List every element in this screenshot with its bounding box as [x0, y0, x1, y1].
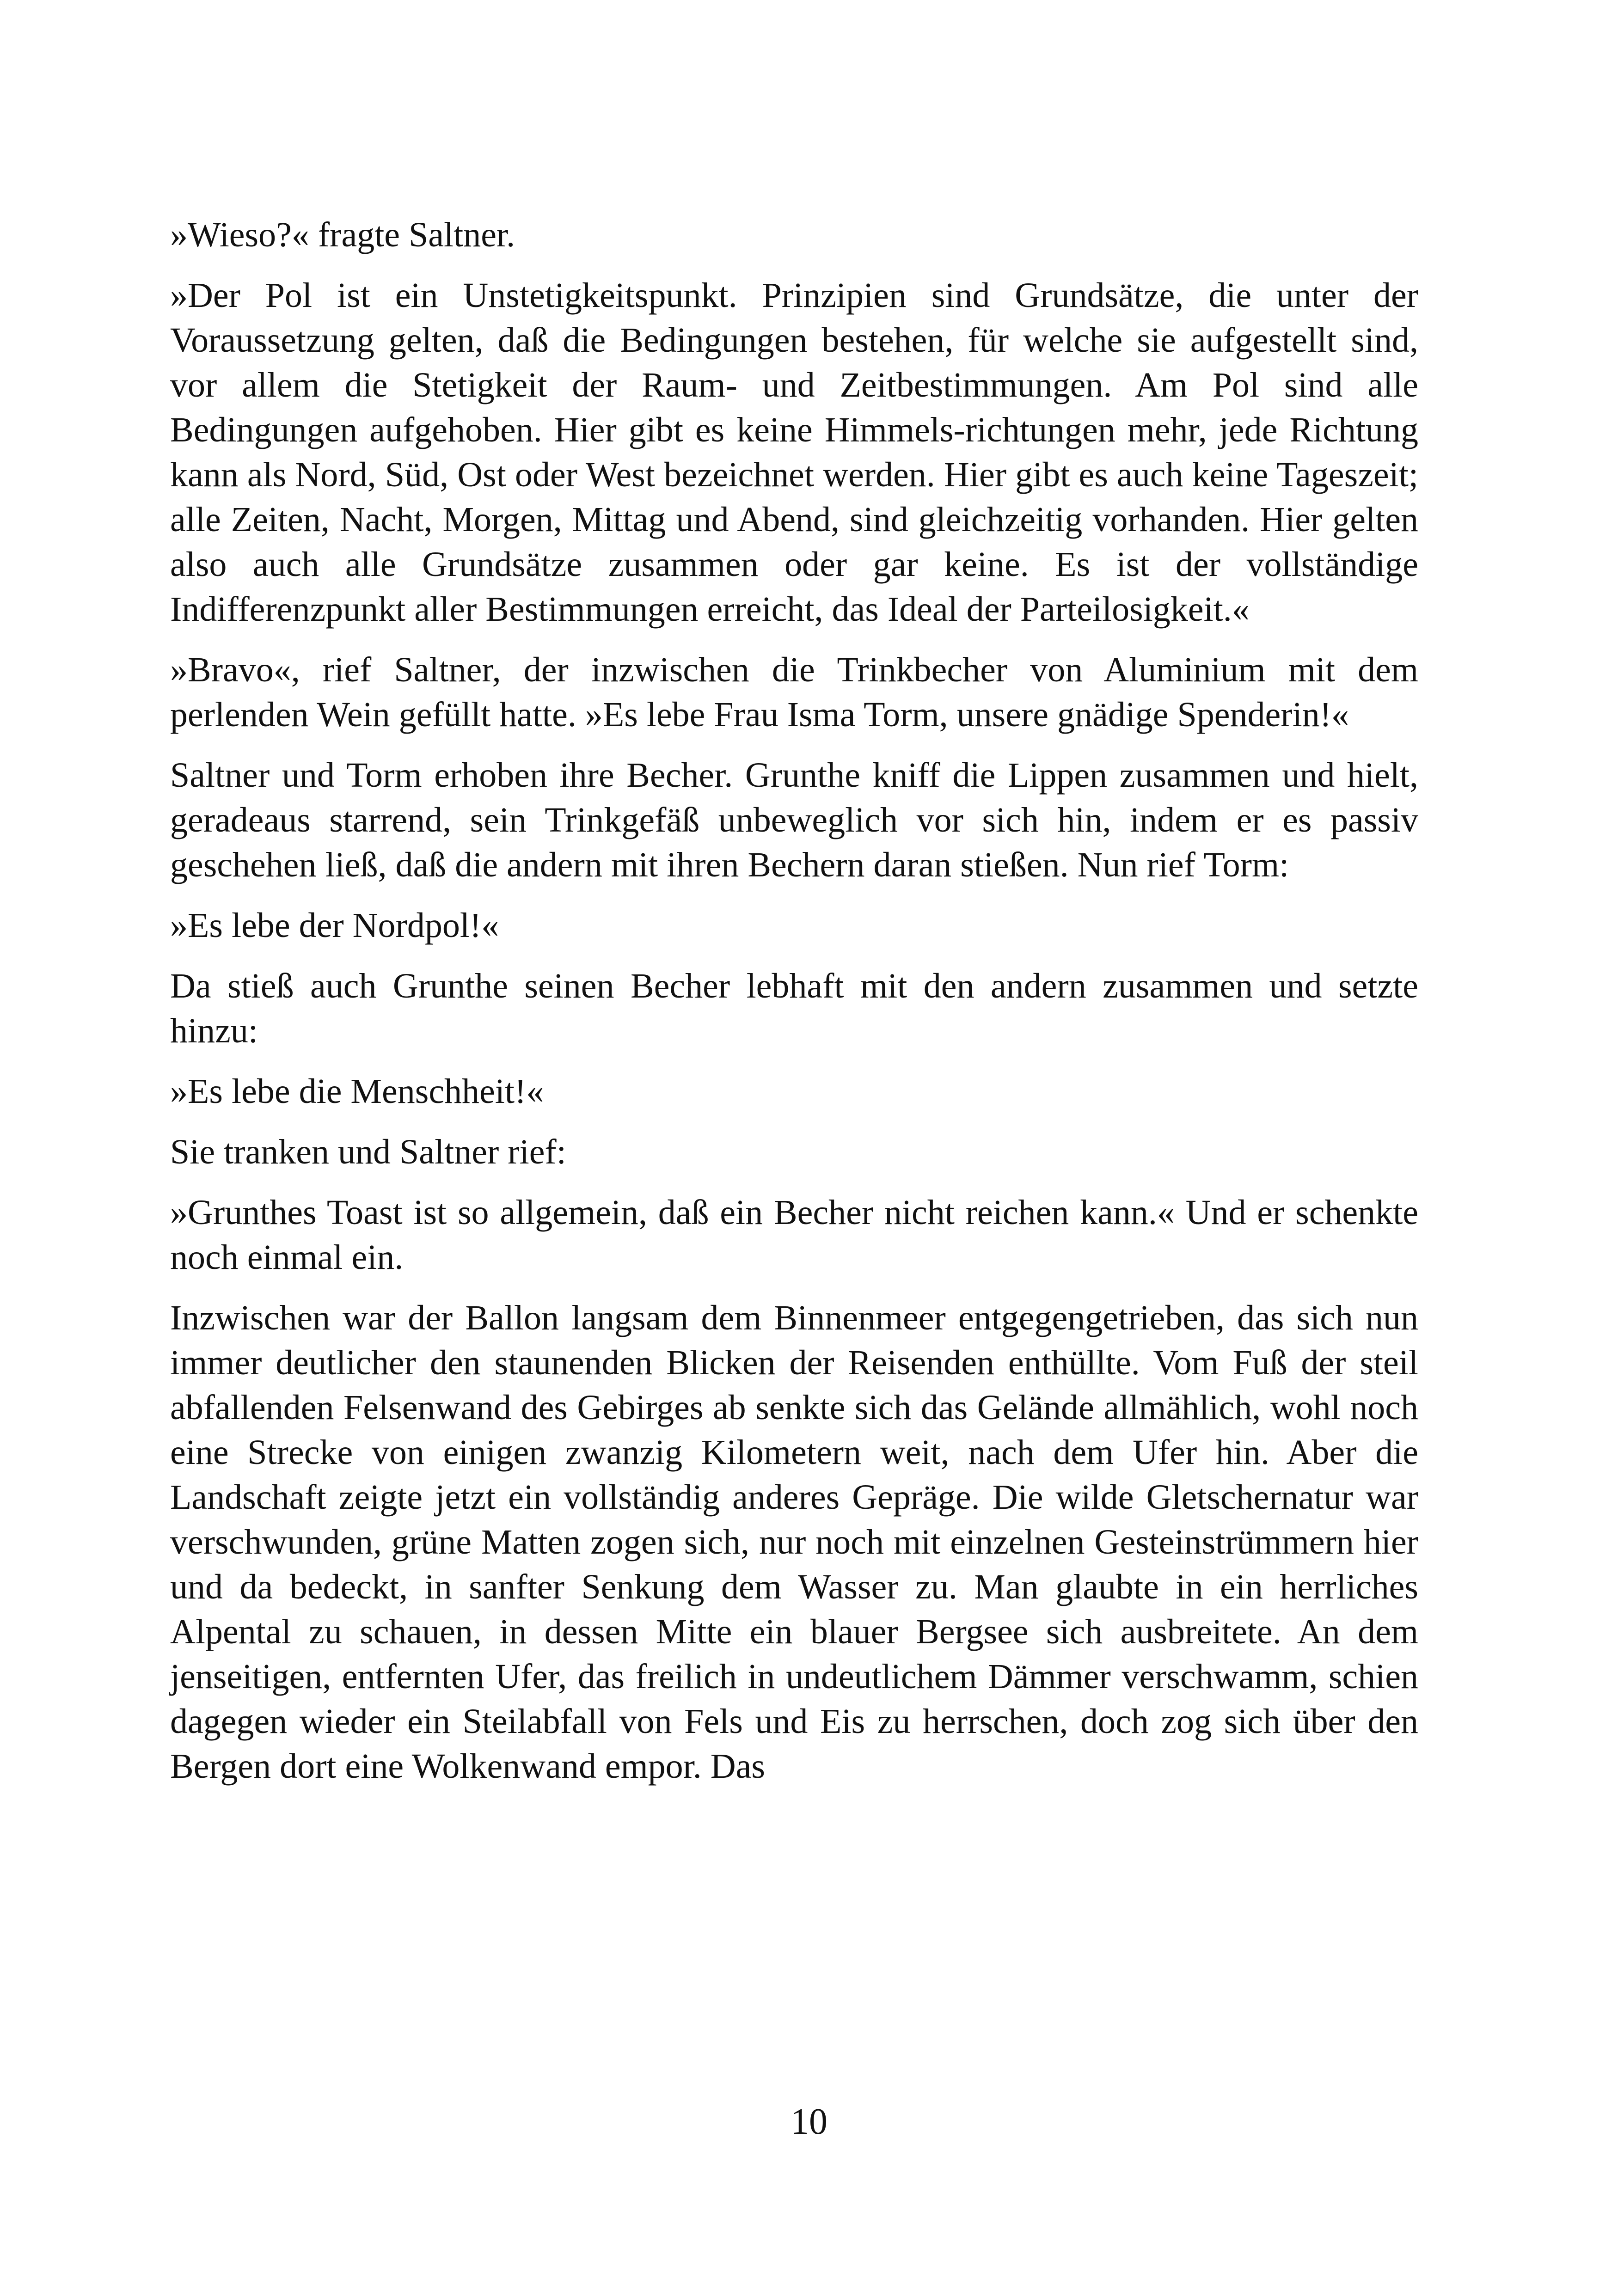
paragraph: »Bravo«, rief Saltner, der inzwischen die Trinkbecher von Aluminium mit dem perlenden Wein gefüllt hatte. »Es lebe Frau Isma Torm, unsere gnädige Spenderin!«: [170, 650, 1418, 734]
paragraph: Sie tranken und Saltner rief:: [170, 1133, 566, 1171]
paragraph: Da stieß auch Grunthe seinen Becher lebhaft mit den andern zusammen und setzte hinzu:: [170, 967, 1418, 1050]
page-number: 10: [791, 2101, 827, 2142]
paragraph: »Es lebe der Nordpol!«: [170, 906, 499, 945]
paragraph: »Der Pol ist ein Unstetigkeitspunkt. Prinzipien sind Grundsätze, die unter der Voraussetzung gelten, daß die Bedingungen bestehen, für welche sie aufgestellt sind, vor allem die Stetigkeit der Raum- und Zeitbestimmungen. Am Pol sind alle Bedingungen aufgehoben. Hier gibt es keine Himmels-richtungen mehr, jede Richtung kann als Nord, Süd, Ost oder West bezeichnet werden. Hier gibt es auch keine Tageszeit; alle Zeiten, Nacht, Morgen, Mittag und Abend, sind gleichzeitig vorhanden. Hier gelten also auch alle Grundsätze zusammen oder gar keine. Es ist der vollständige Indifferenzpunkt aller Bestimmungen erreicht, das Ideal der Parteilosigkeit.«: [170, 276, 1418, 629]
body-text: [170, 213, 1418, 1805]
paragraph: »Es lebe die Menschheit!«: [170, 1072, 544, 1111]
paragraph: Saltner und Torm erhoben ihre Becher. Grunthe kniff die Lippen zusammen und hielt, geradeaus starrend, sein Trinkgefäß unbeweglich vor sich hin, indem er es passiv geschehen ließ, daß die andern mit ihren Bechern daran stießen. Nun rief Torm:: [170, 756, 1418, 884]
paragraph: »Grunthes Toast ist so allgemein, daß ein Becher nicht reichen kann.« Und er schenkte noch einmal ein.: [170, 1193, 1418, 1277]
paragraph: »Wieso?« fragte Saltner.: [170, 215, 515, 254]
paragraph: Inzwischen war der Ballon langsam dem Binnenmeer entgegengetrieben, das sich nun immer deutlicher den staunenden Blicken der Reisenden enthüllte. Vom Fuß der steil abfallenden Felsenwand des Gebirges ab senkte sich das Gelände allmählich, wohl noch eine Strecke von einigen zwanzig Kilometern weit, nach dem Ufer hin. Aber die Landschaft zeigte jetzt ein vollständig anderes Gepräge. Die wilde Gletschernatur war verschwunden, grüne Matten zogen sich, nur noch mit einzelnen Gesteinstrümmern hier und da bedeckt, in sanfter Senkung dem Wasser zu. Man glaubte in ein herrliches Alpental zu schauen, in dessen Mitte ein blauer Bergsee sich ausbreitete. An dem jenseitigen, entfernten Ufer, das freilich in undeutlichem Dämmer verschwamm, schien dagegen wieder ein Steilabfall von Fels und Eis zu herrschen, doch zog sich über den Bergen dort eine Wolkenwand empor. Das: [170, 1298, 1418, 1786]
